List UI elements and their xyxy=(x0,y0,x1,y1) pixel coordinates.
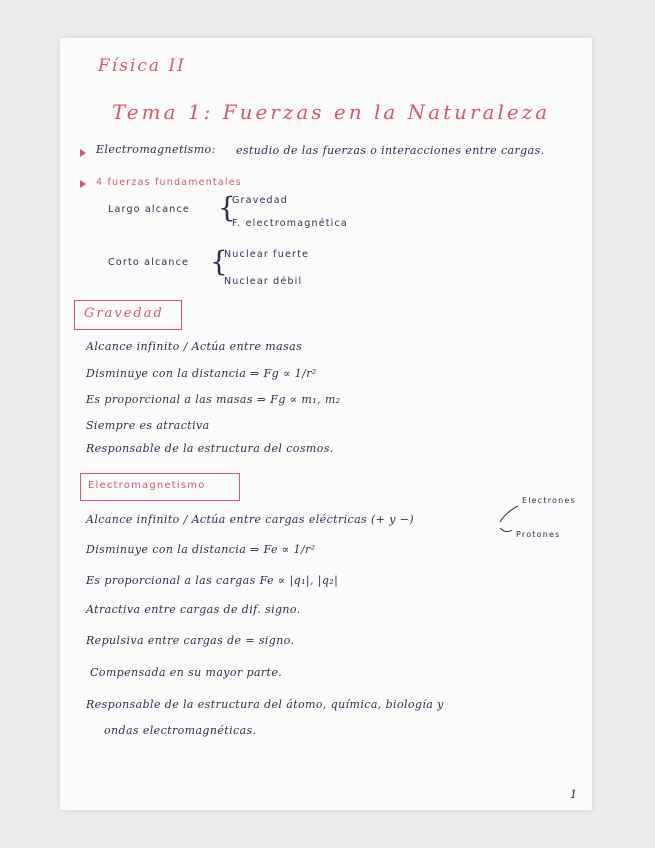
electromagnetismo-line: Disminuye con la distancia ⇒ Fe ∝ 1/r² xyxy=(86,543,316,556)
electromagnetismo-line: Responsable de la estructura del átomo, química, biología y xyxy=(86,698,444,711)
page-number: 1 xyxy=(570,788,577,801)
electrones-label: Electrones xyxy=(522,496,576,505)
notebook-page xyxy=(60,38,592,810)
electromagnetismo-line: Repulsiva entre cargas de = signo. xyxy=(86,634,295,647)
gravedad-line: Disminuye con la distancia ⇒ Fg ∝ 1/r² xyxy=(86,367,317,380)
topic-title: Tema 1: Fuerzas en la Naturaleza xyxy=(112,100,551,124)
largo-item-gravedad: Gravedad xyxy=(232,195,289,206)
brace-icon: { xyxy=(218,191,236,224)
gravedad-line: Es proporcional a las masas ⇒ Fg ∝ m₁, m₂ xyxy=(86,393,341,406)
electromagnetismo-line: Es proporcional a las cargas Fe ∝ |q₁|, |q₂| xyxy=(86,574,339,587)
gravedad-heading: Gravedad xyxy=(84,306,164,321)
corto-alcance-label: Corto alcance xyxy=(108,257,190,268)
gravedad-line: Responsable de la estructura del cosmos. xyxy=(86,442,334,455)
corto-item-fuerte: Nuclear fuerte xyxy=(224,249,310,260)
largo-alcance-label: Largo alcance xyxy=(108,204,190,215)
electromagnetismo-line: Atractiva entre cargas de dif. signo. xyxy=(86,603,301,616)
electromagnetismo-line: Compensada en su mayor parte. xyxy=(90,666,283,679)
four-forces-heading: 4 fuerzas fundamentales xyxy=(96,177,242,188)
corto-item-debil: Nuclear débil xyxy=(224,276,303,287)
gravedad-line: Siempre es atractiva xyxy=(86,419,210,432)
protones-label: Protones xyxy=(516,530,561,539)
electromagnetismo-heading: Electromagnetismo xyxy=(88,480,206,491)
brace-icon: { xyxy=(210,245,228,278)
branch-arrows-icon xyxy=(60,38,592,810)
course-title: Física II xyxy=(98,56,186,76)
electromagnetismo-line: ondas electromagnéticas. xyxy=(104,724,257,737)
electromagnetismo-label: Electromagnetismo: xyxy=(96,143,216,156)
electromagnetismo-line: Alcance infinito / Actúa entre cargas eléctricas (+ y −) xyxy=(86,513,415,526)
electromagnetismo-definition: estudio de las fuerzas o interacciones entre cargas. xyxy=(236,144,545,157)
largo-item-electromagnetica: F. electromagnética xyxy=(232,218,348,229)
gravedad-line: Alcance infinito / Actúa entre masas xyxy=(86,340,303,353)
